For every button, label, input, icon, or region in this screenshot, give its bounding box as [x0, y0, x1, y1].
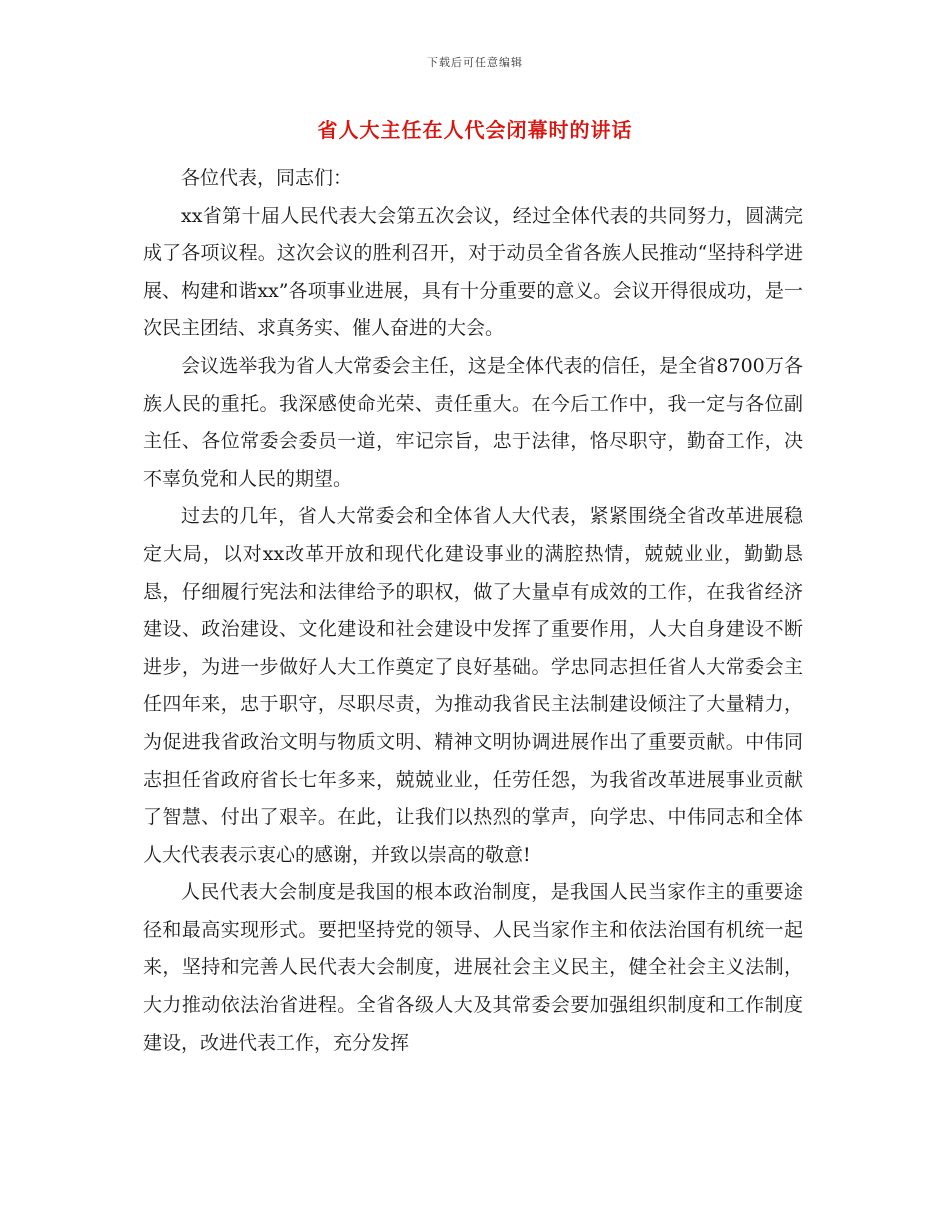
paragraph: 人民代表大会制度是我国的根本政治制度，是我国人民当家作主的重要途径和最高实现形式。要把坚持党的领导、人民当家作主和依法治国有机统一起来，坚持和完善人民代表大会制度，进展社会主义民主，健全社会主义法制，大力推动依法治省进程。全省各级人大及其常委会要加强组织制度和工作制度建设，改进代表工作，充分发挥 [143, 881, 803, 1054]
salutation: 各位代表，同志们： [181, 167, 353, 189]
document-body [143, 160, 803, 1062]
document-title: 省人大主任在人代会闭幕时的讲话 [317, 118, 633, 142]
header-note: 下载后可任意编辑 [427, 56, 523, 69]
paragraph: xx省第十届人民代表大会第五次会议，经过全体代表的共同努力，圆满完成了各项议程。这次会议的胜利召开，对于动员全省各族人民推动“坚持科学进展、构建和谐xx”各项事业进展，具有十分重要的意义。会议开得很成功，是一次民主团结、求真务实、催人奋进的大会。 [143, 204, 803, 340]
paragraph: 过去的几年，省人大常委会和全体省人大代表，紧紧围绕全省改革进展稳定大局，以对xx改革开放和现代化建设事业的满腔热情，兢兢业业，勤勤恳恳，仔细履行宪法和法律给予的职权，做了大量卓有成效的工作，在我省经济建设、政治建设、文化建设和社会建设中发挥了重要作用，人大自身建设不断进步，为进一步做好人大工作奠定了良好基础。学忠同志担任省人大常委会主任四年来，忠于职守，尽职尽责，为推动我省民主法制建设倾注了大量精力，为促进我省政治文明与物质文明、精神文明协调进展作出了重要贡献。中伟同志担任省政府省长七年多来，兢兢业业，任劳任怨，为我省改革进展事业贡献了智慧、付出了艰辛。在此，让我们以热烈的掌声，向学忠、中伟同志和全体人大代表表示衷心的感谢，并致以崇高的敬意! [143, 505, 803, 866]
paragraph: 会议选举我为省人大常委会主任，这是全体代表的信任，是全省8700万各族人民的重托。我深感使命光荣、责任重大。在今后工作中，我一定与各位副主任、各位常委会委员一道，牢记宗旨，忠于法律，恪尽职守，勤奋工作，决不辜负党和人民的期望。 [143, 354, 803, 490]
